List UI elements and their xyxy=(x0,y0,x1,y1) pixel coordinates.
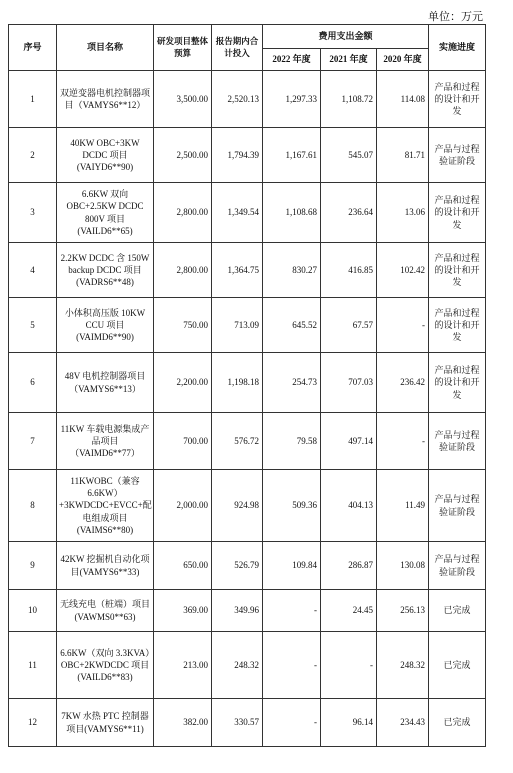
cell-2022: 254.73 xyxy=(263,353,321,413)
cell-no: 2 xyxy=(9,128,57,183)
cell-no: 8 xyxy=(9,470,57,542)
table-row xyxy=(9,298,486,353)
cell-2021: - xyxy=(321,632,377,699)
cell-name: 40KW OBC+3KW DCDC 项目(VAIYD6**90) xyxy=(57,128,154,183)
cell-total: 248.32 xyxy=(212,632,263,699)
cell-stage: 产品和过程的设计和开发 xyxy=(429,243,486,298)
cell-name: 48V 电机控制器项目（VAMYS6**13） xyxy=(57,353,154,413)
cell-name: 11KWOBC（兼容 6.6KW）+3KWDCDC+EVCC+配电组成项目(VAIMS6**80) xyxy=(57,470,154,542)
table-row xyxy=(9,590,486,632)
cell-budget: 3,500.00 xyxy=(154,71,212,128)
cell-total: 330.57 xyxy=(212,699,263,747)
cell-2022: - xyxy=(263,632,321,699)
cell-2021: 497.14 xyxy=(321,413,377,470)
cell-2021: 1,108.72 xyxy=(321,71,377,128)
cell-2021: 67.57 xyxy=(321,298,377,353)
cell-total: 349.96 xyxy=(212,590,263,632)
cell-no: 5 xyxy=(9,298,57,353)
bottom-fade xyxy=(0,751,513,773)
cell-2020: - xyxy=(377,298,429,353)
cell-no: 1 xyxy=(9,71,57,128)
header-2022: 2022 年度 xyxy=(263,49,321,71)
table-row xyxy=(9,699,486,747)
cell-2021: 707.03 xyxy=(321,353,377,413)
table-row xyxy=(9,353,486,413)
cell-2020: 81.71 xyxy=(377,128,429,183)
cell-no: 6 xyxy=(9,353,57,413)
cell-budget: 369.00 xyxy=(154,590,212,632)
cell-total: 576.72 xyxy=(212,413,263,470)
cell-stage: 已完成 xyxy=(429,590,486,632)
table-row xyxy=(9,542,486,590)
cell-name: 2.2KW DCDC 含 150W backup DCDC 项目(VADRS6**48) xyxy=(57,243,154,298)
cell-no: 4 xyxy=(9,243,57,298)
header-expense-group: 费用支出金额 xyxy=(263,25,429,49)
cell-2022: 645.52 xyxy=(263,298,321,353)
cell-stage: 已完成 xyxy=(429,632,486,699)
table-row xyxy=(9,413,486,470)
cell-2022: 79.58 xyxy=(263,413,321,470)
cell-budget: 2,500.00 xyxy=(154,128,212,183)
cell-no: 7 xyxy=(9,413,57,470)
cell-2022: 830.27 xyxy=(263,243,321,298)
cell-name: 6.6KW 双向 OBC+2.5KW DCDC 800V 项目(VAILD6**65) xyxy=(57,183,154,243)
cell-name: 无线充电（桩端）项目(VAWMS0**63) xyxy=(57,590,154,632)
cell-2022: 509.36 xyxy=(263,470,321,542)
cell-stage: 产品与过程验证阶段 xyxy=(429,128,486,183)
cell-name: 小体积高压版 10KW CCU 项目(VAIMD6**90) xyxy=(57,298,154,353)
table-row xyxy=(9,243,486,298)
cell-2021: 416.85 xyxy=(321,243,377,298)
cell-stage: 产品和过程的设计和开发 xyxy=(429,353,486,413)
cell-2022: 109.84 xyxy=(263,542,321,590)
table-row xyxy=(9,470,486,542)
cell-2020: 256.13 xyxy=(377,590,429,632)
cell-budget: 2,200.00 xyxy=(154,353,212,413)
cell-2021: 404.13 xyxy=(321,470,377,542)
cell-name: 双逆变器电机控制器项目（VAMYS6**12） xyxy=(57,71,154,128)
table-row xyxy=(9,632,486,699)
table-row xyxy=(9,71,486,128)
cell-total: 1,349.54 xyxy=(212,183,263,243)
header-name: 项目名称 xyxy=(57,25,154,71)
cell-name: 6.6KW（双向 3.3KVA）OBC+2KWDCDC 项目(VAILD6**83) xyxy=(57,632,154,699)
cell-budget: 700.00 xyxy=(154,413,212,470)
table-row xyxy=(9,128,486,183)
header-stage: 实施进度 xyxy=(429,25,486,71)
cell-total: 526.79 xyxy=(212,542,263,590)
cell-budget: 382.00 xyxy=(154,699,212,747)
cell-2020: 248.32 xyxy=(377,632,429,699)
cell-2020: 130.08 xyxy=(377,542,429,590)
cell-total: 1,364.75 xyxy=(212,243,263,298)
cell-no: 12 xyxy=(9,699,57,747)
cell-budget: 750.00 xyxy=(154,298,212,353)
unit-label: 单位：万元 xyxy=(428,11,483,23)
cell-2020: 102.42 xyxy=(377,243,429,298)
table-row xyxy=(9,183,486,243)
cell-2022: 1,108.68 xyxy=(263,183,321,243)
cell-name: 11KW 车载电源集成产品项目（VAIMD6**77） xyxy=(57,413,154,470)
cell-stage: 产品和过程的设计和开发 xyxy=(429,298,486,353)
cell-no: 3 xyxy=(9,183,57,243)
cell-total: 1,198.18 xyxy=(212,353,263,413)
header-no: 序号 xyxy=(9,25,57,71)
cell-2020: 114.08 xyxy=(377,71,429,128)
cell-total: 2,520.13 xyxy=(212,71,263,128)
cell-stage: 产品和过程的设计和开发 xyxy=(429,71,486,128)
cell-2020: 236.42 xyxy=(377,353,429,413)
cell-budget: 2,800.00 xyxy=(154,243,212,298)
cell-stage: 产品与过程验证阶段 xyxy=(429,413,486,470)
cell-2022: - xyxy=(263,699,321,747)
rd-projects-table xyxy=(8,24,486,747)
cell-2022: 1,297.33 xyxy=(263,71,321,128)
cell-2022: 1,167.61 xyxy=(263,128,321,183)
cell-stage: 产品与过程验证阶段 xyxy=(429,542,486,590)
cell-name: 7KW 水热 PTC 控制器项目(VAMYS6**11) xyxy=(57,699,154,747)
cell-name: 42KW 挖掘机自动化项目(VAMYS6**33) xyxy=(57,542,154,590)
cell-budget: 213.00 xyxy=(154,632,212,699)
cell-stage: 产品与过程验证阶段 xyxy=(429,470,486,542)
cell-budget: 2,800.00 xyxy=(154,183,212,243)
cell-2021: 96.14 xyxy=(321,699,377,747)
cell-2021: 24.45 xyxy=(321,590,377,632)
cell-budget: 650.00 xyxy=(154,542,212,590)
cell-total: 1,794.39 xyxy=(212,128,263,183)
header-2021: 2021 年度 xyxy=(321,49,377,71)
cell-budget: 2,000.00 xyxy=(154,470,212,542)
cell-2020: 234.43 xyxy=(377,699,429,747)
header-row xyxy=(9,25,486,49)
cell-2020: 13.06 xyxy=(377,183,429,243)
cell-no: 11 xyxy=(9,632,57,699)
cell-total: 713.09 xyxy=(212,298,263,353)
cell-stage: 已完成 xyxy=(429,699,486,747)
cell-2021: 286.87 xyxy=(321,542,377,590)
cell-2022: - xyxy=(263,590,321,632)
cell-2021: 545.07 xyxy=(321,128,377,183)
cell-no: 9 xyxy=(9,542,57,590)
header-total: 报告期内合计投入 xyxy=(212,25,263,71)
cell-stage: 产品和过程的设计和开发 xyxy=(429,183,486,243)
cell-2020: - xyxy=(377,413,429,470)
header-2020: 2020 年度 xyxy=(377,49,429,71)
cell-total: 924.98 xyxy=(212,470,263,542)
cell-2020: 11.49 xyxy=(377,470,429,542)
header-budget: 研发项目整体预算 xyxy=(154,25,212,71)
cell-2021: 236.64 xyxy=(321,183,377,243)
cell-no: 10 xyxy=(9,590,57,632)
